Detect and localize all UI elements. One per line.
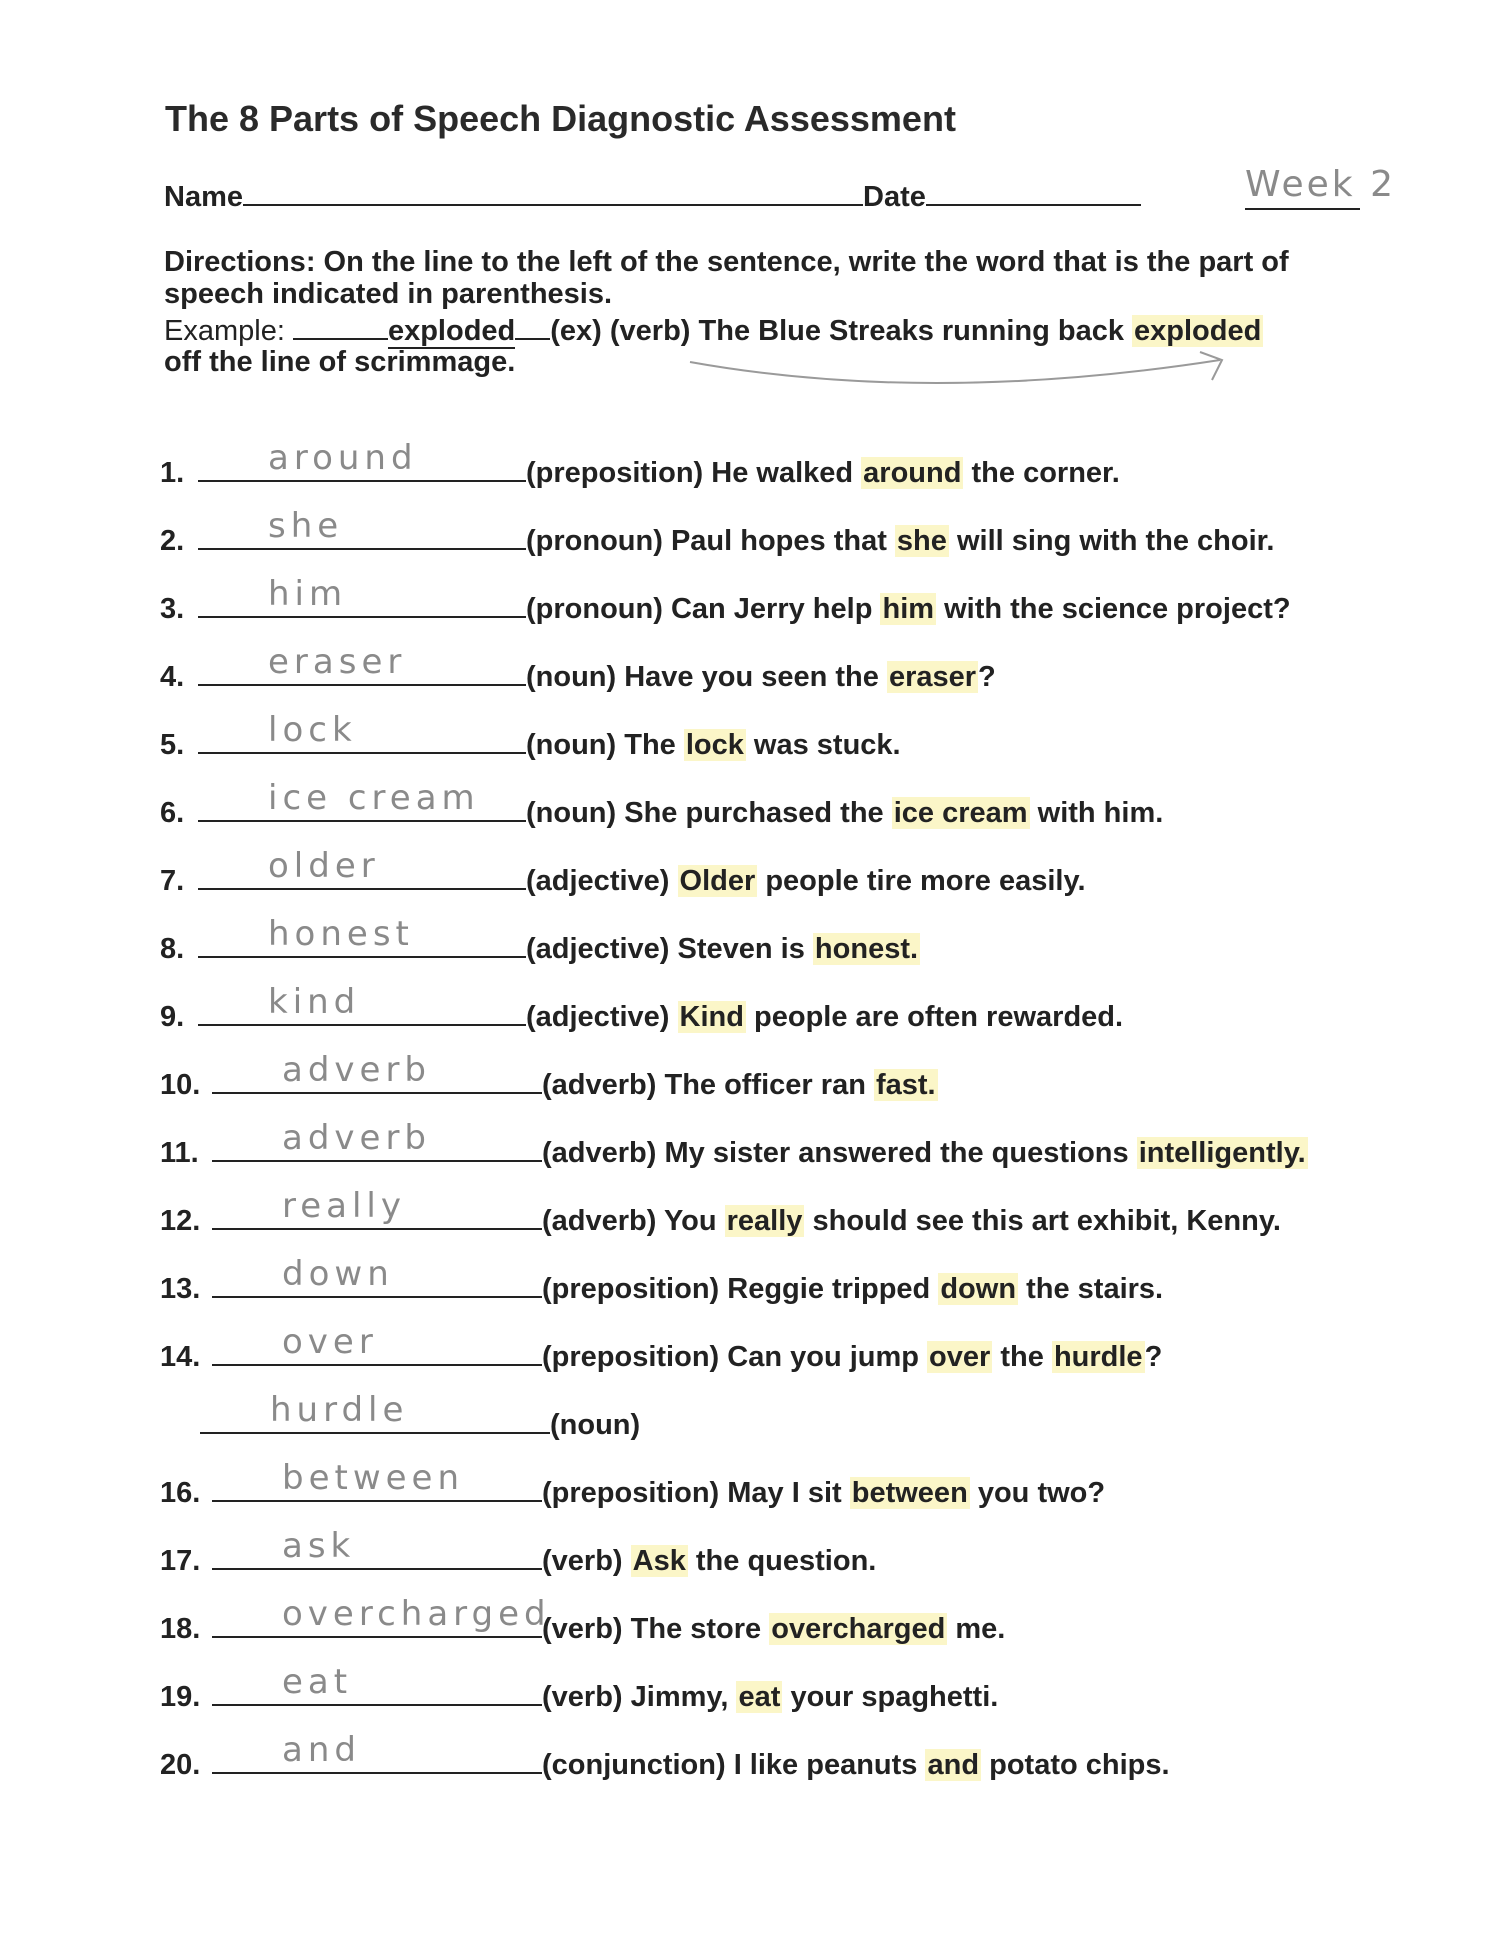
handwritten-answer: over — [282, 1322, 378, 1362]
answer-field[interactable] — [198, 642, 526, 686]
highlighted-word: Ask — [632, 1545, 686, 1577]
highlighted-word: Kind — [679, 1001, 744, 1033]
part-of-speech: (verb) — [542, 1613, 623, 1645]
question-number: 18. — [160, 1613, 201, 1645]
highlighted-word: between — [851, 1477, 968, 1509]
handwritten-answer: eat — [282, 1662, 353, 1702]
highlighted-word: she — [896, 525, 947, 557]
question-number: 4. — [160, 661, 185, 693]
date-label: Date — [863, 181, 926, 213]
handwritten-answer: ice cream — [268, 778, 480, 818]
part-of-speech: (pronoun) — [526, 593, 663, 625]
name-label: Name — [164, 181, 243, 213]
answer-field[interactable] — [212, 1186, 542, 1230]
question-number: 11. — [160, 1137, 199, 1169]
handwritten-answer: between — [282, 1458, 465, 1498]
question-number: 14. — [160, 1341, 201, 1373]
handwritten-answer: lock — [268, 710, 357, 750]
handwritten-answer: hurdle — [270, 1390, 409, 1430]
answer-field[interactable] — [212, 1594, 551, 1638]
sentence-text: should see this art exhibit, Kenny. — [804, 1205, 1281, 1237]
sentence-text: ? — [978, 661, 996, 693]
question-row — [160, 438, 1120, 490]
answer-field[interactable] — [198, 982, 526, 1026]
handwritten-answer: ask — [282, 1526, 356, 1566]
answer-field[interactable] — [198, 506, 526, 550]
highlighted-word: and — [927, 1749, 980, 1781]
sentence-text: Steven is — [669, 933, 813, 965]
sentence-text: the corner. — [963, 457, 1120, 489]
sentence-text: Reggie tripped — [719, 1273, 939, 1305]
handwritten-answer: she — [268, 506, 344, 546]
sentence-text — [669, 1001, 677, 1033]
part-of-speech: (adverb) — [542, 1069, 657, 1101]
question-row — [160, 1050, 938, 1102]
question-row — [160, 1526, 877, 1578]
sentence-text: May I sit — [719, 1477, 850, 1509]
handwritten-answer: adverb — [282, 1050, 432, 1090]
answer-field[interactable] — [198, 438, 526, 482]
example-label: Example: — [164, 315, 285, 347]
highlighted-word: intelligently. — [1138, 1137, 1306, 1169]
handwritten-answer: around — [268, 438, 418, 478]
answer-field[interactable] — [200, 1390, 550, 1434]
answer-field[interactable] — [212, 1730, 542, 1774]
sentence-text: the question. — [687, 1545, 877, 1577]
question-row — [160, 1118, 1308, 1170]
sentence-text — [623, 1545, 631, 1577]
example-continuation: off the line of scrimmage. — [164, 346, 516, 378]
name-row — [164, 174, 1141, 214]
sentence-text: ? — [1144, 1341, 1163, 1373]
question-number: 3. — [160, 593, 185, 625]
example-answer: exploded — [387, 315, 516, 347]
handwritten-answer: him — [268, 574, 348, 614]
example-arrow-icon — [680, 330, 1240, 400]
handwritten-answer: older — [268, 846, 380, 886]
highlighted-word: eraser — [888, 661, 977, 693]
part-of-speech: (adjective) — [526, 865, 670, 897]
answer-field[interactable] — [198, 574, 526, 618]
sentence-text: you two? — [969, 1477, 1106, 1509]
handwritten-answer: overcharged — [282, 1594, 551, 1634]
question-number: 10. — [160, 1069, 201, 1101]
sentence-text: She purchased the — [616, 797, 892, 829]
question-number: 13. — [160, 1273, 201, 1305]
directions-line1: Directions: On the line to the left of the sentence, write the word that is the part of — [164, 246, 1289, 278]
part-of-speech: (preposition) — [542, 1477, 720, 1509]
sentence-text: I like peanuts — [725, 1749, 926, 1781]
sentence-text: Jimmy, — [622, 1681, 737, 1713]
part-of-speech: (pronoun) — [526, 525, 663, 557]
question-row — [160, 778, 1164, 830]
highlighted-word: fast. — [875, 1069, 936, 1101]
highlighted-word: really — [726, 1205, 803, 1237]
question-row — [160, 982, 1124, 1034]
sentence-text: your spaghetti. — [782, 1681, 999, 1713]
part-of-speech: (verb) — [542, 1545, 623, 1577]
part-of-speech: (preposition) — [542, 1341, 720, 1373]
part-of-speech: (conjunction) — [542, 1749, 726, 1781]
question-number: 12. — [160, 1205, 201, 1237]
sentence-text: Can you jump — [719, 1341, 928, 1373]
highlighted-word: him — [882, 593, 935, 625]
answer-field[interactable] — [212, 1118, 542, 1162]
question-row — [160, 1186, 1281, 1238]
part-of-speech: (preposition) — [542, 1273, 720, 1305]
sentence-text: He walked — [703, 457, 862, 489]
sentence-text: The store — [622, 1613, 770, 1645]
question-row — [160, 1322, 1163, 1374]
handwritten-answer: honest — [268, 914, 414, 954]
question-row — [160, 1594, 1006, 1646]
sentence-text: My sister answered the questions — [656, 1137, 1137, 1169]
name-field[interactable] — [243, 174, 863, 206]
highlighted-word: Older — [679, 865, 756, 897]
question-number: 9. — [160, 1001, 185, 1033]
question-row — [160, 710, 901, 762]
sentence-text: Can Jerry help — [662, 593, 881, 625]
question-number: 19. — [160, 1681, 201, 1713]
answer-field[interactable] — [198, 914, 526, 958]
question-number: 5. — [160, 729, 185, 761]
answer-field[interactable] — [212, 1458, 542, 1502]
answer-field[interactable] — [212, 1526, 542, 1570]
highlighted-word: lock — [685, 729, 744, 761]
part-of-speech: (preposition) — [526, 457, 704, 489]
question-number: 17. — [160, 1545, 201, 1577]
question-row — [160, 642, 996, 694]
answer-field[interactable] — [212, 1254, 542, 1298]
sentence-text: people tire more easily. — [757, 865, 1086, 897]
sentence-text: Paul hopes that — [662, 525, 895, 557]
example-blank-left — [293, 312, 388, 340]
highlighted-word: honest. — [814, 933, 919, 965]
sentence-text: will sing with the choir. — [948, 525, 1275, 557]
question-number: 6. — [160, 797, 185, 829]
answer-field[interactable] — [198, 778, 526, 822]
sentence-text: Have you seen the — [616, 661, 887, 693]
date-field[interactable] — [926, 174, 1141, 206]
handwritten-answer: really — [282, 1186, 406, 1226]
part-of-speech: (adjective) — [526, 1001, 670, 1033]
answer-field[interactable] — [212, 1050, 542, 1094]
handwritten-answer: adverb — [282, 1118, 432, 1158]
sentence-text — [669, 865, 677, 897]
answer-field[interactable] — [212, 1662, 542, 1706]
handwritten-answer: kind — [268, 982, 361, 1022]
example-highlight: exploded — [1134, 315, 1262, 347]
question-row — [160, 914, 920, 966]
answer-field[interactable] — [212, 1322, 542, 1366]
part-of-speech: (adjective) — [526, 933, 670, 965]
sentence-text: was stuck. — [745, 729, 901, 761]
week-underline — [1245, 208, 1360, 210]
part-of-speech: (noun) — [526, 729, 617, 761]
week-handwritten: Week 2 — [1245, 164, 1396, 205]
question-number: 1. — [160, 457, 185, 489]
directions-line2: speech indicated in parenthesis. — [164, 278, 613, 310]
part-of-speech: (adverb) — [542, 1137, 657, 1169]
page-title: The 8 Parts of Speech Diagnostic Assessment — [165, 98, 956, 139]
highlighted-word: over — [929, 1341, 991, 1373]
question-number: 8. — [160, 933, 185, 965]
question-row — [160, 846, 1086, 898]
question-number: 16. — [160, 1477, 201, 1509]
example-tag: (ex) (verb) The Blue Streaks running back — [550, 315, 1133, 347]
part-of-speech: (noun) — [550, 1409, 641, 1441]
sentence-text: with the science project? — [936, 593, 1291, 625]
example-blank-right — [515, 312, 550, 340]
part-of-speech: (noun) — [526, 661, 617, 693]
sentence-text: with him. — [1029, 797, 1164, 829]
handwritten-answer: down — [282, 1254, 394, 1294]
sentence-text: me. — [947, 1613, 1006, 1645]
sentence-text: the stairs. — [1018, 1273, 1164, 1305]
part-of-speech: (adverb) — [542, 1205, 657, 1237]
sentence-text: You — [656, 1205, 725, 1237]
highlighted-word: overcharged — [771, 1613, 946, 1645]
question-row — [200, 1390, 641, 1442]
highlighted-word: down — [940, 1273, 1017, 1305]
question-row — [160, 1254, 1164, 1306]
question-number: 20. — [160, 1749, 201, 1781]
question-number: 2. — [160, 525, 185, 557]
handwritten-answer: and — [282, 1730, 361, 1770]
highlighted-word: hurdle — [1053, 1341, 1143, 1373]
question-row — [160, 1662, 999, 1714]
question-row — [160, 506, 1275, 558]
highlighted-word: eat — [738, 1681, 781, 1713]
sentence-text: The — [616, 729, 684, 761]
sentence-text: potato chips. — [981, 1749, 1170, 1781]
question-row — [160, 1730, 1170, 1782]
handwritten-answer: eraser — [268, 642, 407, 682]
highlighted-word: ice cream — [893, 797, 1028, 829]
part-of-speech: (noun) — [526, 797, 617, 829]
part-of-speech: (verb) — [542, 1681, 623, 1713]
answer-field[interactable] — [198, 846, 526, 890]
highlighted-word: around — [863, 457, 962, 489]
sentence-text: the — [992, 1341, 1052, 1373]
question-number: 7. — [160, 865, 185, 897]
sentence-text: The officer ran — [656, 1069, 874, 1101]
question-row — [160, 574, 1291, 626]
question-row — [160, 1458, 1106, 1510]
sentence-text: people are often rewarded. — [745, 1001, 1124, 1033]
answer-field[interactable] — [198, 710, 526, 754]
